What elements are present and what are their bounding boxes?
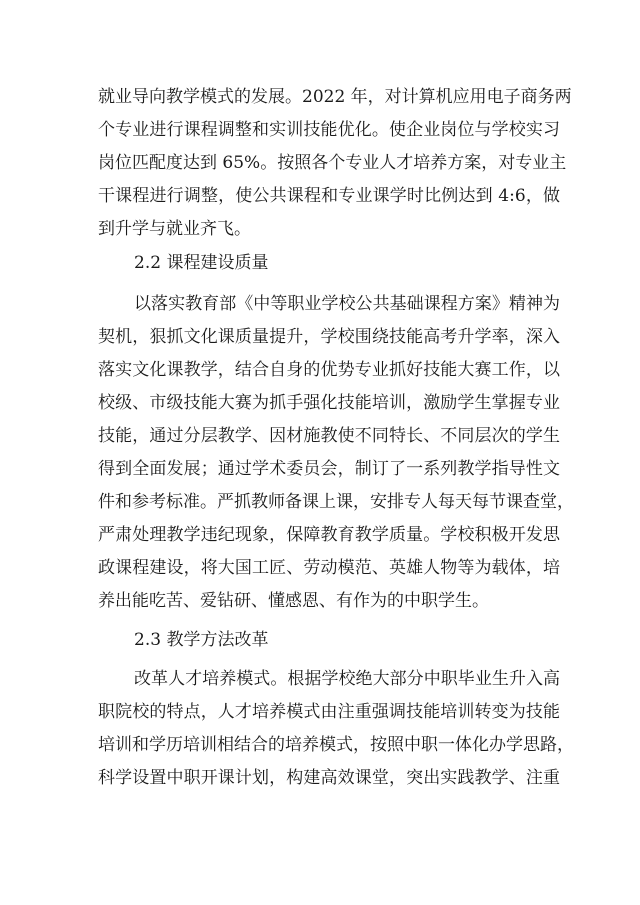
- paragraph-2-line-1: 以落实教育部《中等职业学校公共基础课程方案》精神为: [134, 294, 560, 314]
- paragraph-3-line-1: 改革人才培养模式。根据学校绝大部分中职毕业生升入高: [134, 669, 560, 689]
- paragraph-3-line-3: 培训和学历培训相结合的培养模式，按照中职一体化办学思路，: [98, 735, 574, 755]
- paragraph-2-line-4: 校级、市级技能大赛为抓手强化技能培训，激励学生掌握专业: [98, 393, 560, 413]
- paragraph-1-line-2: 个专业进行课程调整和实训技能优化。使企业岗位与学校实习: [98, 120, 560, 140]
- paragraph-2-line-5: 技能，通过分层教学、因材施教使不同特长、不同层次的学生: [98, 426, 560, 446]
- paragraph-3-line-4: 科学设置中职开课计划，构建高效课堂，突出实践教学、注重: [98, 768, 560, 788]
- paragraph-2-line-7: 件和参考标准。严抓教师备课上课，安排专人每天每节课查堂，: [98, 492, 574, 512]
- paragraph-2-line-10: 养出能吃苦、爱钻研、懂感恩、有作为的中职学生。: [98, 591, 489, 611]
- paragraph-1-line-1: 就业导向教学模式的发展。2022 年，对计算机应用电子商务两: [98, 87, 572, 107]
- paragraph-1-line-3: 岗位匹配度达到 65%。按照各个专业人才培养方案，对专业主: [98, 153, 567, 173]
- paragraph-2-line-6: 得到全面发展；通过学术委员会，制订了一系列教学指导性文: [98, 459, 560, 479]
- paragraph-1-line-5: 到升学与就业齐飞。: [98, 219, 251, 239]
- section-heading-2-3: 2.3 教学方法改革: [134, 630, 269, 650]
- paragraph-2-line-3: 落实文化课教学，结合自身的优势专业抓好技能大赛工作，以: [98, 360, 560, 380]
- paragraph-2-line-8: 严肃处理教学违纪现象，保障教育教学质量。学校积极开发思: [98, 525, 560, 545]
- section-heading-2-2: 2.2 课程建设质量: [134, 253, 269, 273]
- paragraph-2-line-2: 契机，狠抓文化课质量提升，学校围绕技能高考升学率，深入: [98, 327, 560, 347]
- paragraph-1-line-4: 干课程进行调整，使公共课程和专业课学时比例达到 4:6，做: [98, 186, 560, 206]
- paragraph-2-line-9: 政课程建设，将大国工匠、劳动模范、英雄人物等为载体，培: [98, 558, 560, 578]
- paragraph-3-line-2: 职院校的特点，人才培养模式由注重强调技能培训转变为技能: [98, 702, 560, 722]
